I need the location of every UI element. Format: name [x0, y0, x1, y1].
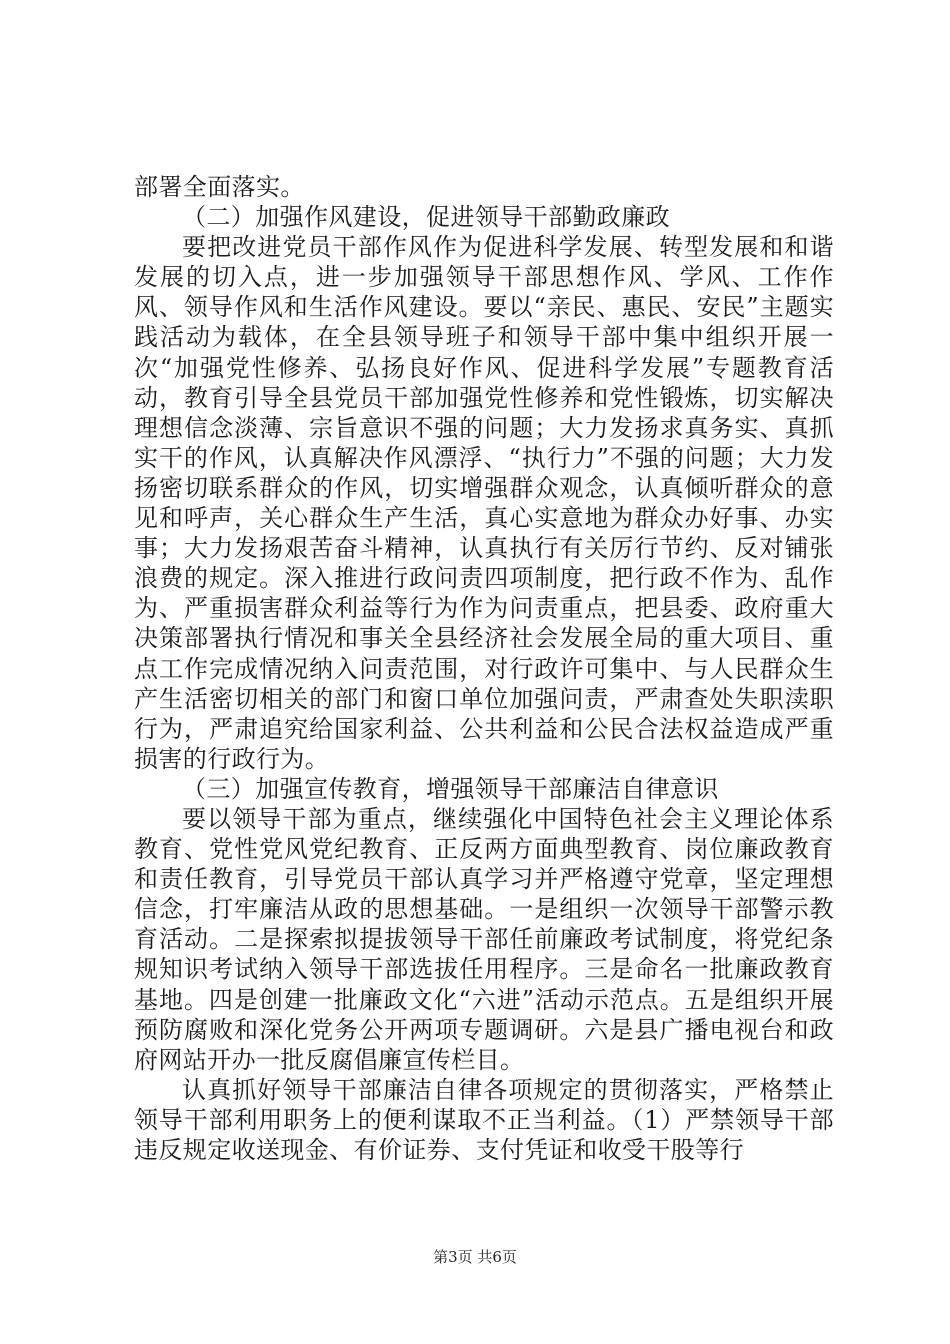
paragraph-continuation: 部署全面落实。 — [134, 173, 305, 201]
paragraph-work-style: 要把改进党员干部作风作为促进科学发展、转型发展和和谐发展的切入点，进一步加强领导干部思想作风、学风、工作作风、领导作风和生活作风建设。要以“亲民、惠民、安民”主题实践活动为载体，在全县领导班子和领导干部中集中组织开展一次“加强党性修养、弘扬良好作风、促进科学发展”专题教育活动，教育引导全县党员干部加强党性修养和党性锻炼，切实解决理想信念淡薄、宗旨意识不强的问题；大力发扬求真务实、真抓实干的作风，认真解决作风漂浮、“执行力”不强的问题；大力发扬密切联系群众的作风，切实增强群众观念，认真倾听群众的意见和呼声，关心群众生产生活，真心实意地为群众办好事、办实事；大力发扬艰苦奋斗精神，认真执行有关厉行节约、反对铺张浪费的规定。深入推进行政问责四项制度，把行政不作为、乱作为、严重损害群众利益等行为作为问责重点，把县委、政府重大决策部署执行情况和事关全县经济社会发展全局的重大项目、重点工作完成情况纳入问责范围，对行政许可集中、与人民群众生产生活密切相关的部门和窗口单位加强问责，严肃查处失职渎职行为，严肃追究给国家利益、公共利益和公民合法权益造成严重损害的行政行为。 — [134, 233, 834, 773]
section-heading-2: （二）加强作风建设，促进领导干部勤政廉政 — [182, 203, 670, 232]
section-heading-3: （三）加强宣传教育，增强领导干部廉洁自律意识 — [182, 774, 719, 803]
document-body — [134, 172, 834, 1165]
page-number-footer: 第3页 共6页 — [433, 1248, 517, 1266]
paragraph-self-discipline: 认真抓好领导干部廉洁自律各项规定的贯彻落实，严格禁止领导干部利用职务上的便利谋取不正当利益。（1）严禁领导干部违反规定收送现金、有价证券、支付凭证和收受干股等行 — [134, 1075, 834, 1164]
paragraph-education: 要以领导干部为重点，继续强化中国特色社会主义理论体系教育、党性党风党纪教育、正反两方面典型教育、岗位廉政教育和责任教育，引导党员干部认真学习并严格遵守党章，坚定理想信念，打牢廉洁从政的思想基础。一是组织一次领导干部警示教育活动。二是探索拟提拔领导干部任前廉政考试制度，将党纪条规知识考试纳入领导干部选拔任用程序。三是命名一批廉政教育基地。四是创建一批廉政文化“六进”活动示范点。五是组织开展预防腐败和深化党务公开两项专题调研。六是县广播电视台和政府网站开办一批反腐倡廉宣传栏目。 — [134, 804, 834, 1074]
